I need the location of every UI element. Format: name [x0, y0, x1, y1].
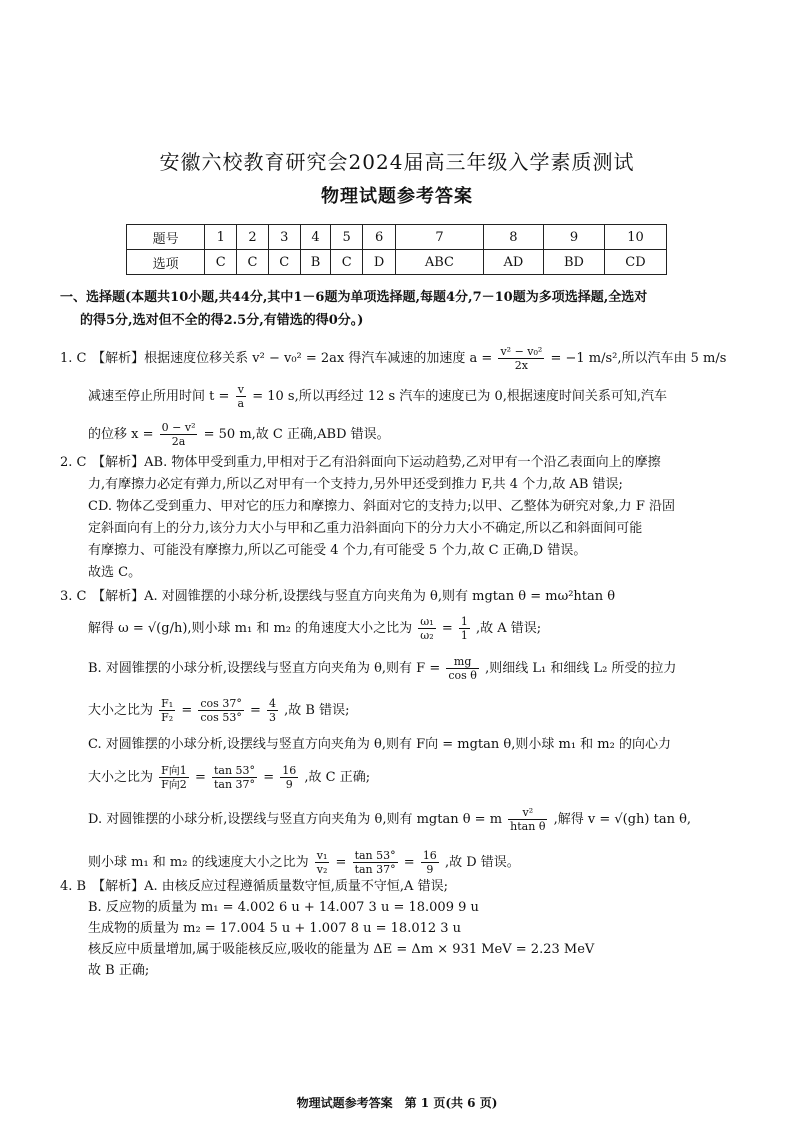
text-span: 【解析】AB. 物体甲受到重力,甲相对于乙有沿斜面向下运动趋势,乙对甲有一个沿乙表面向上的摩擦: [92, 455, 661, 470]
text-span: 的位移 x =: [88, 427, 154, 442]
answer-table-row-answers: [127, 250, 667, 275]
table-cell: 9: [544, 225, 605, 250]
text-span: 解得 ω = √(g/h),则小球 m₁ 和 m₂ 的角速度大小之比为: [88, 621, 413, 636]
fraction-numerator: 16: [282, 764, 297, 777]
fraction: [508, 806, 547, 833]
fraction-denominator: F₂: [161, 711, 174, 724]
fraction-denominator: 1: [460, 629, 468, 642]
fraction-denominator: a: [237, 397, 245, 410]
table-cell: B: [300, 250, 331, 275]
fraction: [280, 764, 298, 791]
fraction-numerator: 16: [422, 849, 437, 862]
fraction-denominator: cos θ: [448, 669, 477, 682]
text-span: ,故 C 正确;: [304, 770, 371, 785]
question-line: [60, 758, 740, 798]
text-span: = −1 m/s²,所以汽车由 5 m/s: [550, 351, 727, 366]
table-cell: C: [268, 250, 300, 275]
question-line: 故选 C。: [88, 565, 142, 580]
text-span: =: [194, 770, 206, 785]
text-span: ,故 A 错误;: [476, 621, 542, 636]
table-cell: 2: [237, 225, 269, 250]
table-cell: C: [331, 250, 363, 275]
question-line: [60, 798, 740, 842]
question-line: 力,有摩擦力必定有弹力,所以乙对甲有一个支持力,另外甲还受到推力 F,共 4 个力,故 AB 错误;: [88, 477, 623, 492]
row-label-number: 题号: [127, 225, 205, 250]
text-span: 则小球 m₁ 和 m₂ 的线速度大小之比为: [88, 855, 309, 870]
section-heading: [60, 286, 740, 332]
table-cell: BD: [544, 250, 605, 275]
fraction-denominator: tan 37°: [354, 863, 396, 876]
fraction-numerator: mg: [446, 655, 479, 669]
section-heading-line: 一、选择题(本题共10小题,共44分,其中1－6题为单项选择题,每题4分,7－10题为多项选择题,全选对: [60, 290, 648, 305]
table-cell: 8: [483, 225, 543, 250]
fraction-numerator: v₁: [316, 849, 328, 862]
question-line: [60, 584, 740, 610]
table-cell: D: [363, 250, 396, 275]
page-title: 安徽六校教育研究会2024届高三年级入学素质测试: [159, 150, 635, 174]
question-line: 故 B 正确;: [88, 963, 150, 978]
question-4: [60, 876, 740, 981]
fraction-numerator: F向1: [161, 764, 187, 777]
question-line: 核反应中质量增加,属于吸能核反应,吸收的能量为 ΔE = Δm × 931 MeV = 2.23 MeV: [88, 942, 595, 957]
text-span: ,故 D 错误。: [444, 855, 520, 870]
fraction: [498, 345, 544, 372]
question-line: B. 反应物的质量为 m₁ = 4.002 6 u + 14.007 3 u = 18.009 9 u: [88, 900, 479, 915]
table-cell: 6: [363, 225, 396, 250]
table-cell: 10: [604, 225, 666, 250]
question-line: [60, 452, 740, 474]
fraction-denominator: F向2: [161, 778, 187, 791]
text-span: ,解得 v = √(gh) tan θ,: [553, 812, 692, 827]
fraction-numerator: 1: [460, 615, 468, 628]
question-line: [60, 378, 740, 416]
fraction-numerator: 4: [269, 697, 276, 710]
text-span: B. 对圆锥摆的小球分析,设摆线与竖直方向夹角为 θ,则有 F =: [88, 661, 441, 676]
page-subtitle: 物理试题参考答案: [321, 186, 473, 207]
fraction-numerator: v²: [508, 806, 547, 820]
table-cell: 4: [300, 225, 331, 250]
question-line: [60, 690, 740, 732]
text-span: ,故 B 错误;: [284, 703, 350, 718]
fraction: [418, 615, 435, 642]
text-span: 【解析】A. 对圆锥摆的小球分析,设摆线与竖直方向夹角为 θ,则有 mgtan θ = mω²htan θ: [92, 589, 616, 604]
text-span: 减速至停止所用时间 t =: [88, 389, 230, 404]
answer-table-row-numbers: [127, 225, 667, 250]
table-cell: CD: [604, 250, 666, 275]
fraction: [198, 697, 243, 724]
text-span: =: [403, 855, 415, 870]
question-line: [60, 610, 740, 648]
text-span: = 10 s,所以再经过 12 s 汽车的速度已为 0,根据速度时间关系可知,汽车: [252, 389, 668, 404]
text-span: = 50 m,故 C 正确,ABD 错误。: [203, 427, 390, 442]
text-span: 【解析】根据速度位移关系 v² − v₀² = 2ax 得汽车减速的加速度 a =: [92, 351, 493, 366]
fraction-numerator: v² − v₀²: [500, 345, 543, 358]
answer-table: [126, 224, 667, 275]
text-span: 【解析】A. 由核反应过程遵循质量数守恒,质量不守恒,A 错误;: [92, 879, 448, 894]
section-heading-line: 的得5分,选对但不全的得2.5分,有错选的得0分。): [80, 313, 364, 328]
table-cell: 5: [331, 225, 363, 250]
fraction: [159, 697, 175, 724]
text-span: =: [249, 703, 261, 718]
fraction-numerator: tan 53°: [213, 764, 256, 777]
question-line: 有摩擦力、可能没有摩擦力,所以乙可能受 4 个力,有可能受 5 个力,故 C 正确,D 错误。: [88, 543, 587, 558]
fraction: [421, 849, 439, 876]
text-span: =: [441, 621, 453, 636]
question-2: [60, 452, 740, 584]
question-1: [60, 340, 740, 454]
fraction: [459, 615, 470, 642]
fraction-numerator: cos 37°: [200, 697, 242, 710]
table-cell: C: [205, 250, 237, 275]
row-label-answer: 选项: [127, 250, 205, 275]
fraction-numerator: tan 53°: [354, 849, 396, 862]
question-number: 4. B: [60, 879, 87, 894]
fraction-denominator: 2x: [514, 359, 528, 372]
table-cell: 7: [396, 225, 483, 250]
text-span: =: [263, 770, 275, 785]
question-line: 定斜面向有上的分力,该分力大小与甲和乙重力沿斜面向下的分力大小不确定,所以乙和斜面间可能: [88, 521, 643, 536]
fraction-denominator: tan 37°: [213, 778, 256, 791]
question-line: CD. 物体乙受到重力、甲对它的压力和摩擦力、斜面对它的支持力;以甲、乙整体为研究对象,力 F 沿固: [88, 499, 675, 514]
text-span: D. 对圆锥摆的小球分析,设摆线与竖直方向夹角为 θ,则有 mgtan θ = m: [88, 812, 503, 827]
question-line: [60, 876, 740, 897]
question-line: [60, 416, 740, 454]
fraction-numerator: F₁: [161, 697, 174, 710]
table-cell: C: [237, 250, 269, 275]
fraction-denominator: htan θ: [510, 820, 546, 833]
fraction: [236, 383, 247, 410]
question-number: 3. C: [60, 589, 87, 604]
fraction-denominator: 3: [269, 711, 276, 724]
table-cell: 3: [268, 225, 300, 250]
fraction-numerator: v: [236, 383, 247, 397]
table-cell: AD: [483, 250, 543, 275]
table-cell: 1: [205, 225, 237, 250]
question-number: 1. C: [60, 351, 87, 366]
fraction: [267, 697, 278, 724]
text-span: 大小之比为: [88, 770, 154, 785]
text-span: ,则细线 L₁ 和细线 L₂ 所受的拉力: [485, 661, 677, 676]
fraction: [160, 421, 198, 448]
fraction: [446, 655, 479, 682]
fraction-denominator: cos 53°: [200, 711, 242, 724]
text-span: =: [181, 703, 193, 718]
fraction: [315, 849, 330, 876]
question-line: [60, 648, 740, 690]
table-cell: ABC: [396, 250, 483, 275]
question-3: [60, 584, 740, 884]
fraction-denominator: 9: [426, 863, 434, 876]
fraction-numerator: ω₁: [420, 615, 434, 628]
question-line: 生成物的质量为 m₂ = 17.004 5 u + 1.007 8 u = 18.012 3 u: [88, 921, 462, 936]
fraction: [212, 764, 257, 791]
fraction-denominator: 2a: [171, 435, 186, 448]
fraction: [353, 849, 398, 876]
fraction: [159, 764, 189, 791]
fraction-denominator: ω₂: [420, 629, 434, 642]
text-span: 大小之比为: [88, 703, 154, 718]
fraction-denominator: 9: [285, 778, 293, 791]
question-line: C. 对圆锥摆的小球分析,设摆线与竖直方向夹角为 θ,则有 F向 = mgtan θ,则小球 m₁ 和 m₂ 的向心力: [88, 737, 671, 752]
fraction-numerator: 0 − v²: [161, 421, 196, 434]
page-footer: 物理试题参考答案 第 1 页(共 6 页): [296, 1096, 498, 1110]
question-number: 2. C: [60, 455, 87, 470]
text-span: =: [335, 855, 347, 870]
fraction-denominator: v₂: [316, 863, 328, 876]
question-line: [60, 340, 740, 378]
